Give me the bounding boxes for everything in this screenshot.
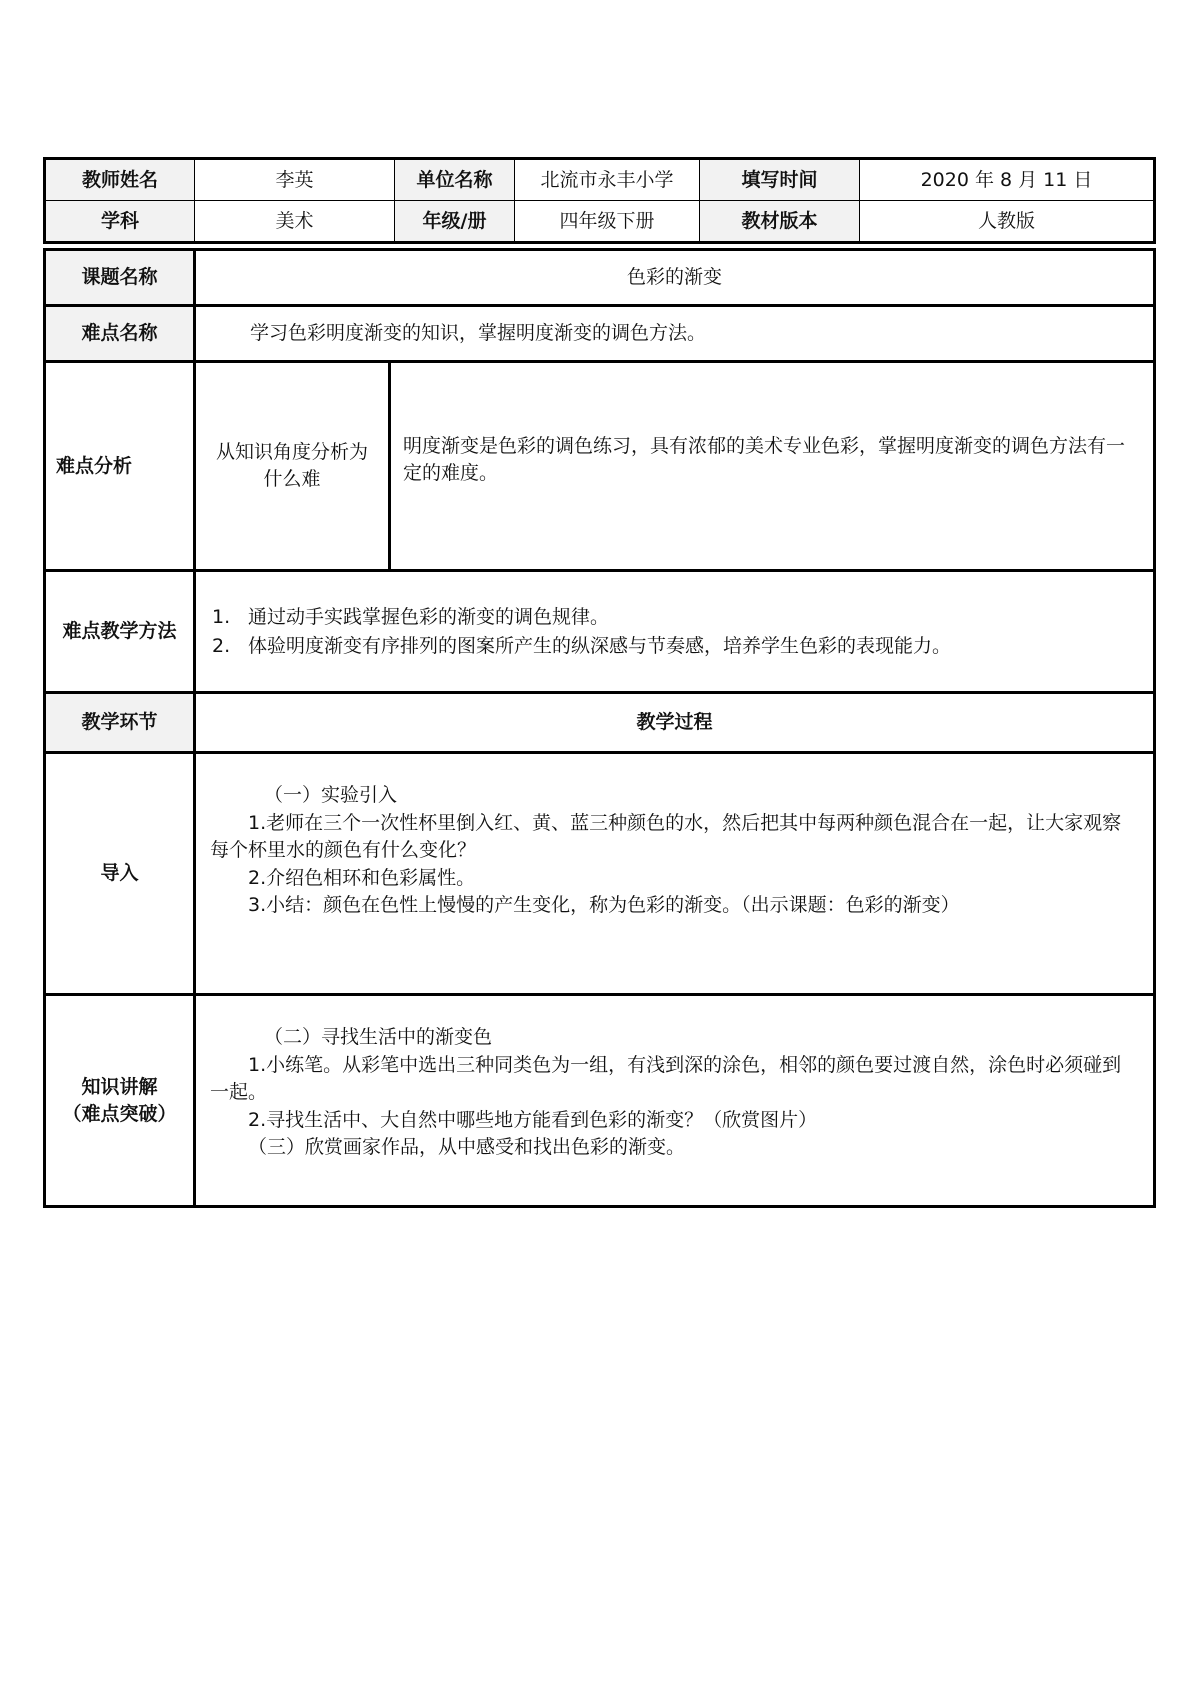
grade-label: 年级/册 (395, 201, 515, 243)
difficulty-label: 难点名称 (45, 306, 195, 362)
method-item (204, 633, 1145, 660)
knowledge-section-title: （二）寻找生活中的渐变色 (264, 1026, 493, 1048)
analysis-angle (196, 363, 391, 569)
method-item (204, 604, 1145, 631)
subject-value: 美术 (195, 201, 395, 243)
method-item-text: 体验明度渐变有序排列的图案所产生的纵深感与节奏感，培养学生色彩的表现能力。 (248, 634, 952, 657)
unit-label: 单位名称 (395, 159, 515, 201)
teacher-label: 教师姓名 (45, 159, 195, 201)
method-item-number: 1. (212, 605, 231, 628)
method-label: 难点教学方法 (45, 571, 195, 693)
stage-header: 教学环节 (45, 693, 195, 753)
difficulty-value: 学习色彩明度渐变的知识，掌握明度渐变的调色方法。 (195, 306, 1155, 362)
knowledge-content (195, 995, 1155, 1207)
knowledge-step-1: 1.小练笔。从彩笔中选出三种同类色为一组，有浅到深的涂色，相邻的颜色要过渡自然，涂色时必须碰到一起。 (210, 1053, 1122, 1104)
method-item-text: 通过动手实践掌握色彩的渐变的调色规律。 (248, 605, 610, 628)
analysis-text: 明度渐变是色彩的调色练习，具有浓郁的美术专业色彩，掌握明度渐变的调色方法有一定的难度。 (403, 435, 1126, 484)
date-label: 填写时间 (700, 159, 860, 201)
knowledge-label-line2: （难点突破） (62, 1102, 177, 1125)
topic-label: 课题名称 (45, 250, 195, 306)
intro-section-title: （一）实验引入 (264, 784, 398, 806)
teacher-value: 李英 (195, 159, 395, 201)
date-value: 2020 年 8 月 11 日 (860, 159, 1155, 201)
intro-step-3: 3.小结：颜色在色性上慢慢的产生变化，称为色彩的渐变。（出示课题：色彩的渐变） (248, 894, 960, 917)
knowledge-label (45, 995, 195, 1207)
analysis-angle-text: 从知识角度分析为什么难 (215, 441, 368, 490)
subject-label: 学科 (45, 201, 195, 243)
intro-step-2: 2.介绍色相环和色彩属性。 (248, 866, 476, 889)
analysis-cell (195, 362, 1155, 571)
edition-label: 教材版本 (700, 201, 860, 243)
intro-content (195, 753, 1155, 995)
analysis-label: 难点分析 (45, 362, 195, 571)
process-header: 教学过程 (195, 693, 1155, 753)
method-list (195, 571, 1155, 693)
intro-step-1: 1.老师在三个一次性杯里倒入红、黄、蓝三种颜色的水，然后把其中每两种颜色混合在一起，让大家观察每个杯里水的颜色有什么变化？ (210, 811, 1122, 862)
lesson-plan-sheet (43, 157, 1153, 1208)
info-header-table (43, 157, 1156, 244)
knowledge-section-3: （三）欣赏画家作品，从中感受和找出色彩的渐变。 (248, 1136, 686, 1159)
method-item-number: 2. (212, 634, 231, 657)
edition-value: 人教版 (860, 201, 1155, 243)
topic-value: 色彩的渐变 (195, 250, 1155, 306)
knowledge-label-line1: 知识讲解 (81, 1075, 158, 1098)
unit-value: 北流市永丰小学 (515, 159, 700, 201)
intro-label: 导入 (45, 753, 195, 995)
knowledge-step-2: 2.寻找生活中、大自然中哪些地方能看到色彩的渐变？（欣赏图片） (248, 1108, 818, 1131)
grade-value: 四年级下册 (515, 201, 700, 243)
lesson-body-table (43, 248, 1156, 1208)
